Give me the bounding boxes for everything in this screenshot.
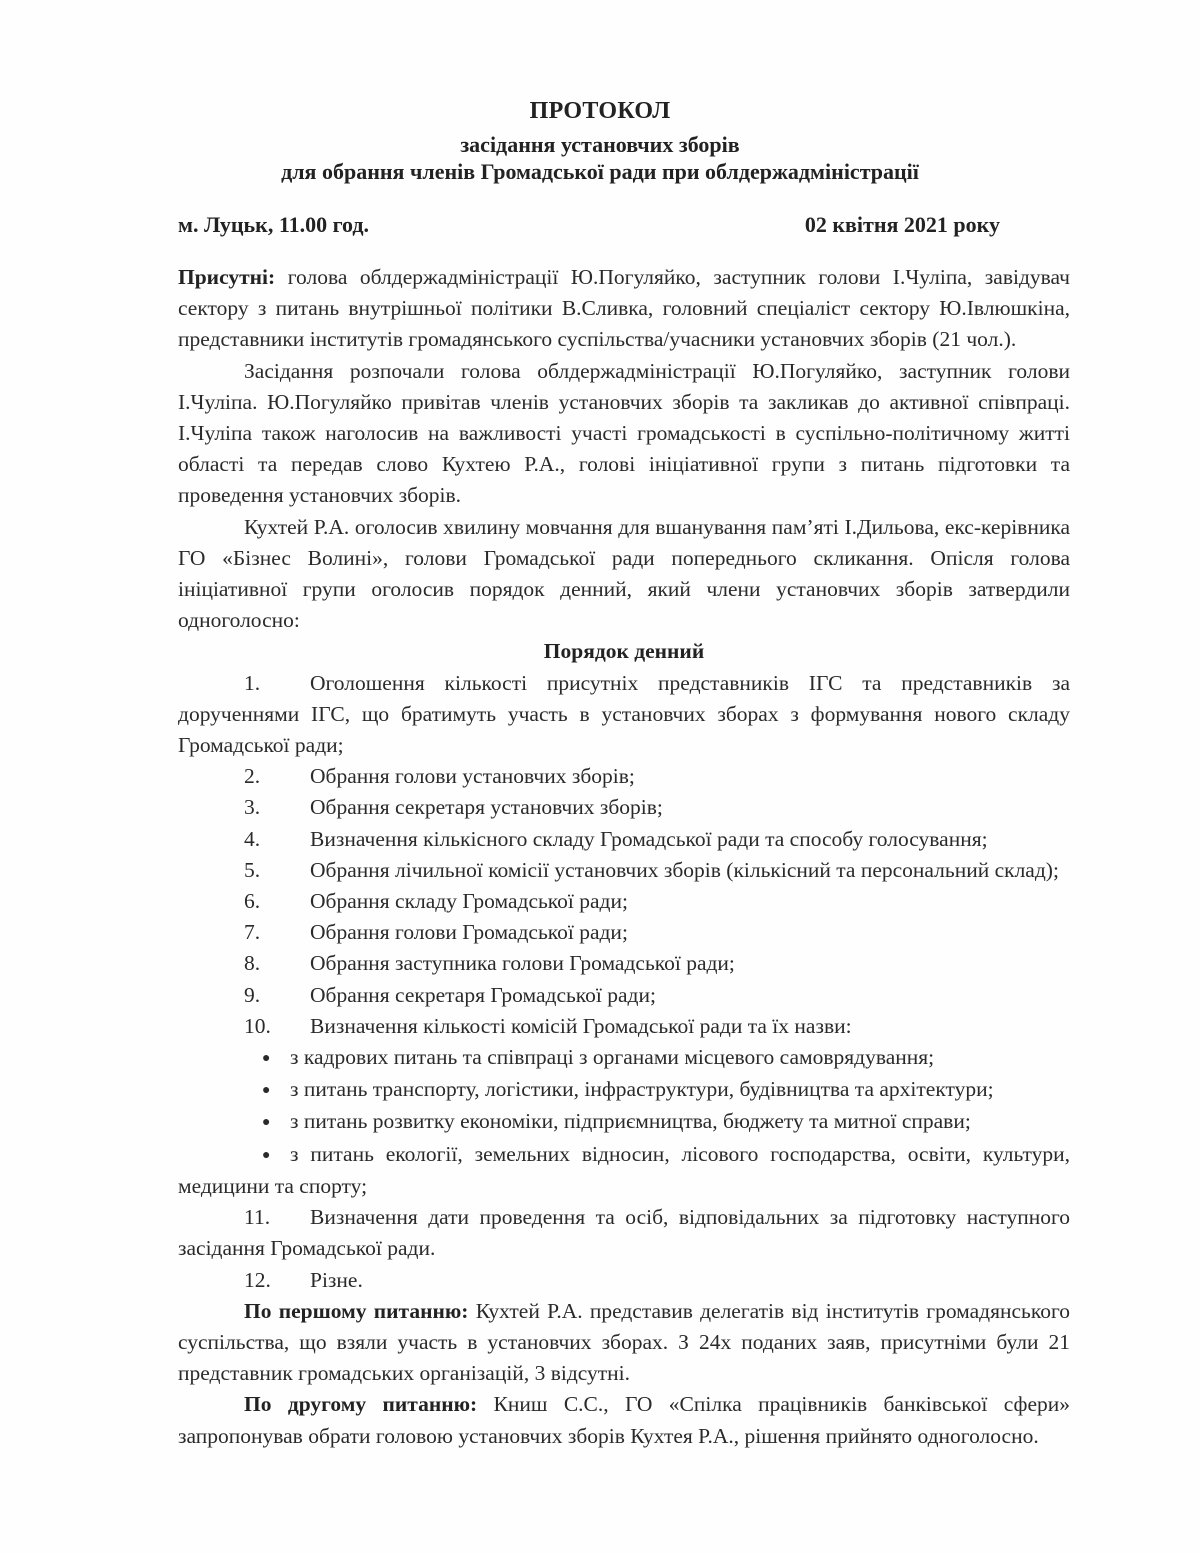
agenda-item: [178, 824, 1070, 855]
first-question-label: По першому питанню:: [244, 1298, 469, 1323]
agenda-item-number: 11.: [244, 1205, 271, 1230]
agenda-item: [178, 980, 1070, 1011]
bullet-icon: ●: [262, 1051, 271, 1067]
document-body: [178, 262, 1070, 1452]
agenda-heading: Порядок денний: [543, 639, 705, 664]
agenda-item: [178, 792, 1070, 823]
second-question-label: По другому питанню:: [244, 1392, 478, 1417]
commission-item-text: з кадрових питань та співпраці з органами місцевого самоврядування;: [290, 1045, 935, 1070]
agenda-item-number: 4.: [244, 826, 261, 851]
agenda-item-text: Обрання голови установчих зборів;: [310, 764, 635, 789]
agenda-item-number: 7.: [244, 920, 261, 945]
agenda-item-text: Визначення дати проведення та осіб, відповідальних за підготовку наступного засідання Громадської ради.: [178, 1205, 1070, 1261]
agenda-item-number: 6.: [244, 889, 261, 914]
agenda-item-number: 8.: [244, 951, 261, 976]
agenda-item-number: 3.: [244, 795, 261, 820]
bullet-icon: ●: [262, 1147, 271, 1163]
commission-item: [178, 1042, 1070, 1074]
agenda-item-number: 9.: [244, 982, 261, 1007]
agenda-item: [178, 1202, 1070, 1264]
agenda-item-text: Обрання секретаря Громадської ради;: [310, 982, 656, 1007]
document-title: ПРОТОКОЛ: [529, 98, 671, 124]
bullet-icon: ●: [262, 1083, 271, 1099]
present-paragraph: [178, 262, 1070, 356]
place-time: м. Луцьк, 11.00 год.: [178, 212, 370, 237]
second-question-paragraph: [178, 1389, 1070, 1451]
agenda-item-text: Визначення кількості комісій Громадської ради та їх назви:: [310, 1013, 852, 1038]
agenda-item-text: Обрання складу Громадської ради;: [310, 889, 628, 914]
agenda-item-text: Обрання голови Громадської ради;: [310, 920, 628, 945]
agenda-item: [178, 886, 1070, 917]
commission-list: [178, 1042, 1070, 1202]
silence-paragraph: Кухтей Р.А. оголосив хвилину мовчання для вшанування пам’яті І.Дильова, екс-керівника ГО «Бізнес Волині», голови Громадської ради попереднього скликання. Опісля голова ініціативної групи оголосив порядок денний, який члени установчих зборів затвердили одноголосно:: [178, 514, 1070, 633]
bullet-icon: ●: [262, 1115, 271, 1131]
agenda-list: [178, 668, 1070, 1296]
present-text: голова облдержадміністрації Ю.Погуляйко, заступник голови І.Чуліпа, завідувач сектору з питань внутрішньої політики В.Сливка, головний спеціаліст сектору Ю.Івлюшкіна, представники інститутів громадянського суспільства/учасники установчих зборів (21 чол.).: [178, 265, 1070, 352]
commission-item: [178, 1139, 1070, 1202]
document-subtitle-line1: засідання установчих зборів: [460, 132, 740, 157]
agenda-item-text: Оголошення кількості присутніх представників ІГС та представників за дорученнями ІГС, що братимуть участь в установчих зборах з формування нового складу Громадської ради;: [178, 670, 1070, 758]
agenda-item-number: 1.: [244, 670, 261, 695]
agenda-item: [178, 855, 1070, 886]
document-subtitle-line2: для обрання членів Громадської ради при облдержадміністрації: [281, 159, 919, 184]
document-date: 02 квітня 2021 року: [804, 212, 1000, 237]
agenda-item: [178, 1011, 1070, 1042]
commission-item-text: з питань транспорту, логістики, інфраструктури, будівництва та архітектури;: [290, 1077, 994, 1102]
agenda-item: [178, 1265, 1070, 1296]
agenda-item-text: Визначення кількісного складу Громадської ради та способу голосування;: [310, 826, 988, 851]
agenda-item: [178, 917, 1070, 948]
agenda-item-number: 2.: [244, 764, 261, 789]
agenda-item-text: Обрання секретаря установчих зборів;: [310, 795, 663, 820]
agenda-item: [178, 668, 1070, 762]
commission-item: [178, 1106, 1070, 1138]
commission-item-text: з питань розвитку економіки, підприємництва, бюджету та митної справи;: [290, 1109, 971, 1134]
agenda-item-text: Різне.: [310, 1267, 363, 1292]
present-label: Присутні:: [178, 265, 276, 289]
agenda-item-number: 5.: [244, 857, 261, 882]
agenda-item-number: 12.: [244, 1267, 271, 1292]
agenda-item-text: Обрання заступника голови Громадської ради;: [310, 951, 735, 976]
agenda-item-text: Обрання лічильної комісії установчих зборів (кількісний та персональний склад);: [310, 857, 1059, 882]
first-question-paragraph: [178, 1296, 1070, 1390]
opening-paragraph: Засідання розпочали голова облдержадміністрації Ю.Погуляйко, заступник голови І.Чуліпа. Ю.Погуляйко привітав членів установчих зборів та закликав до активної співпраці. І.Чуліпа також наголосив на важливості участі громадськості в суспільно-політичному житті області та передав слово Кухтею Р.А., голові ініціативної групи з питань підготовки та проведення установчих зборів.: [178, 358, 1070, 508]
commission-item: [178, 1074, 1070, 1106]
commission-item-text: з питань екології, земельних відносин, лісового господарства, освіти, культури, медицини та спорту;: [178, 1141, 1070, 1198]
agenda-item-number: 10.: [244, 1013, 271, 1038]
first-question-text: Кухтей Р.А. представив делегатів від інститутів громадянського суспільства, що взяли участь в установчих зборах. З 24х поданих заяв, присутніми були 21 представник громадських організацій, 3 відсутні.: [178, 1298, 1070, 1386]
agenda-item: [178, 761, 1070, 792]
second-question-text: Книш С.С., ГО «Спілка працівників банківської сфери» запропонував обрати головою установчих зборів Кухтея Р.А., рішення прийнято одноголосно.: [178, 1392, 1071, 1448]
agenda-item: [178, 948, 1070, 979]
